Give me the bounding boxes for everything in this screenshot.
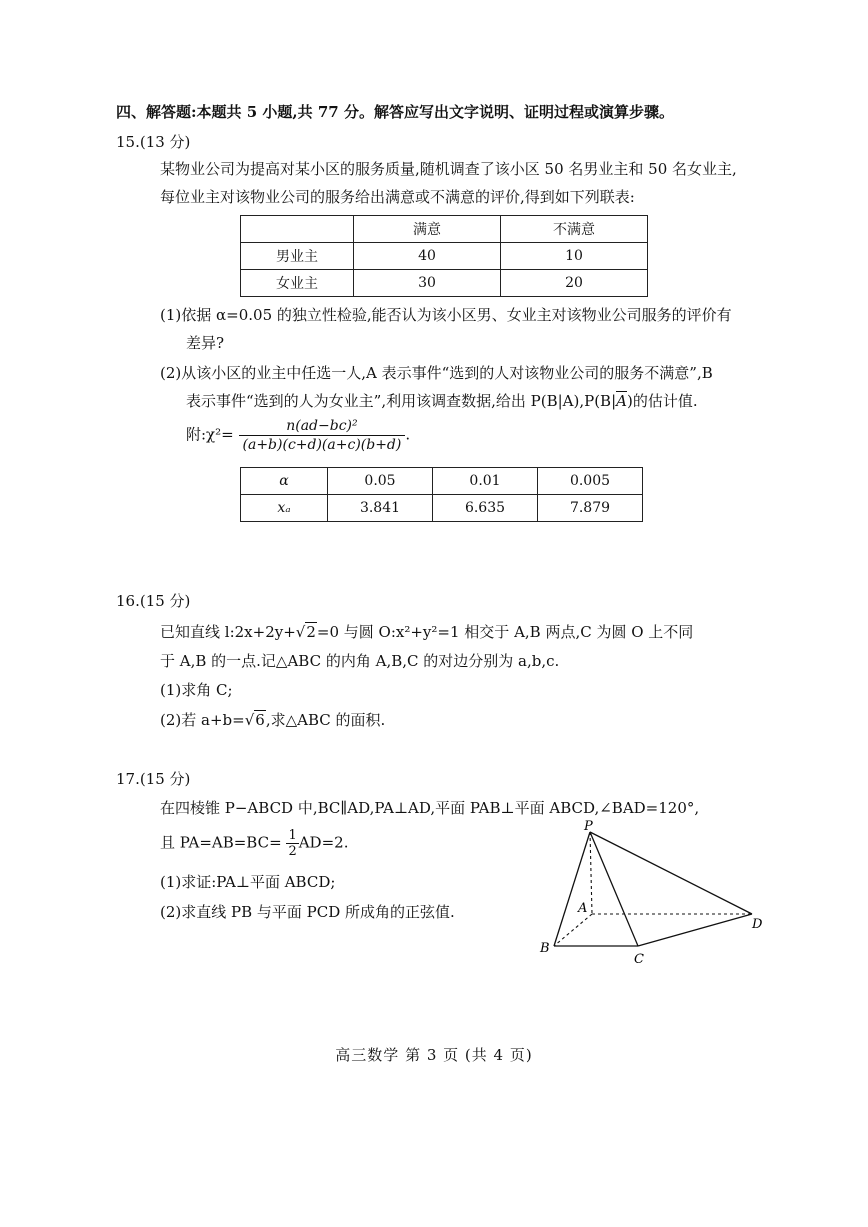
q16-part1: (1)求角 C; [160, 681, 233, 699]
frac-num: 1 [288, 828, 297, 843]
label-c: C [634, 952, 644, 967]
formula-denominator: (a+b)(c+d)(a+c)(b+d) [242, 437, 402, 453]
label-d: D [752, 917, 763, 932]
edge-cd [638, 914, 752, 946]
formula-end: . [405, 425, 411, 444]
table-row [241, 270, 648, 297]
critical-value-table [240, 467, 643, 522]
table-cell: 3.841 [328, 495, 433, 522]
table-cell: 0.005 [538, 468, 643, 495]
one-half-fraction [286, 828, 298, 859]
table-cell: 6.635 [433, 495, 538, 522]
table-cell: 不满意 [501, 216, 648, 243]
frac-den: 2 [288, 844, 297, 859]
contingency-table [240, 215, 648, 297]
edge-pc [590, 832, 638, 946]
q15-part2-text-a: 表示事件“选到的人为女业主”,利用该调查数据,给出 P(B|A),P(B| [186, 392, 617, 410]
formula-fraction [239, 418, 406, 453]
pyramid-figure [530, 818, 780, 968]
label-b: B [540, 941, 550, 956]
a-complement: A [616, 392, 627, 410]
table-cell [241, 216, 354, 243]
q17-part2: (2)求直线 PB 与平面 PCD 所成角的正弦值. [160, 903, 455, 921]
section-header: 四、解答题:本题共 5 小题,共 77 分。解答应写出文字说明、证明过程或演算步骤。 [116, 103, 674, 121]
q15-number: 15.(13 分) [116, 133, 191, 151]
table-cell: xₐ [241, 495, 328, 522]
table-cell: 0.01 [433, 468, 538, 495]
q15-part2-line1: (2)从该小区的业主中任选一人,A 表示事件“选到的人对该物业公司的服务不满意”,B [160, 364, 713, 382]
q17-number: 17.(15 分) [116, 770, 191, 788]
table-row [241, 243, 648, 270]
q17-line2-a: 且 PA=AB=BC= [160, 833, 282, 852]
q15-part2-text-b: )的估计值. [626, 392, 698, 410]
q17-line1: 在四棱锥 P−ABCD 中,BC∥AD,PA⊥AD,平面 PAB⊥平面 ABCD,∠BAD=120°, [160, 799, 700, 817]
q16-line2: 于 A,B 的一点.记△ABC 的内角 A,B,C 的对边分别为 a,b,c. [160, 652, 560, 670]
table-row [241, 216, 648, 243]
q16-line1-a: 已知直线 l:2x+2y+ [160, 623, 296, 641]
edge-pd [590, 832, 752, 914]
table-cell: 满意 [354, 216, 501, 243]
q17-line2-b: AD=2. [298, 833, 349, 852]
chi-square-formula [186, 418, 410, 453]
table-cell: 10 [501, 243, 648, 270]
q15-intro-line2: 每位业主对该物业公司的服务给出满意或不满意的评价,得到如下列联表: [160, 188, 635, 206]
table-cell: 30 [354, 270, 501, 297]
q17-part1: (1)求证:PA⊥平面 ABCD; [160, 873, 336, 891]
q15-intro-line1: 某物业公司为提高对某小区的服务质量,随机调查了该小区 50 名男业主和 50 名女业主, [160, 160, 737, 178]
label-a: A [578, 901, 588, 916]
q16-sqrt-2: 2 [306, 623, 316, 641]
q16-part2-b: ,求△ABC 的面积. [265, 711, 386, 729]
q15-part1-line2: 差异? [186, 334, 225, 352]
q15-part2-line2 [186, 390, 698, 411]
edge-pb [554, 832, 590, 946]
page-footer: 高三数学 第 3 页 (共 4 页) [335, 1046, 533, 1064]
label-p: P [584, 819, 593, 834]
q15-part1-line1: (1)依据 α=0.05 的独立性检验,能否认为该小区男、女业主对该物业公司服务的评价有 [160, 306, 732, 324]
table-cell: 7.879 [538, 495, 643, 522]
table-cell: 0.05 [328, 468, 433, 495]
table-row [241, 468, 643, 495]
table-row [241, 495, 643, 522]
edge-pa [590, 832, 592, 914]
q16-part2-a: (2)若 a+b= [160, 711, 245, 729]
table-cell: 40 [354, 243, 501, 270]
formula-numerator: n(ad−bc)² [239, 418, 406, 436]
table-cell: 女业主 [241, 270, 354, 297]
q17-line2 [160, 828, 348, 859]
formula-prefix: 附:χ²= [186, 425, 234, 444]
q16-line1: 已知直线 l:2x+2y+√2=0 与圆 O:x²+y²=1 相交于 A,B 两点,C 为圆 O 上不同 [160, 623, 694, 641]
q16-line1-b: =0 与圆 O:x²+y²=1 相交于 A,B 两点,C 为圆 O 上不同 [316, 623, 694, 641]
table-cell: α [241, 468, 328, 495]
q16-sqrt-6: 6 [255, 711, 265, 729]
q16-part2: (2)若 a+b=√6,求△ABC 的面积. [160, 711, 386, 729]
table-cell: 男业主 [241, 243, 354, 270]
table-cell: 20 [501, 270, 648, 297]
q16-number: 16.(15 分) [116, 592, 191, 610]
